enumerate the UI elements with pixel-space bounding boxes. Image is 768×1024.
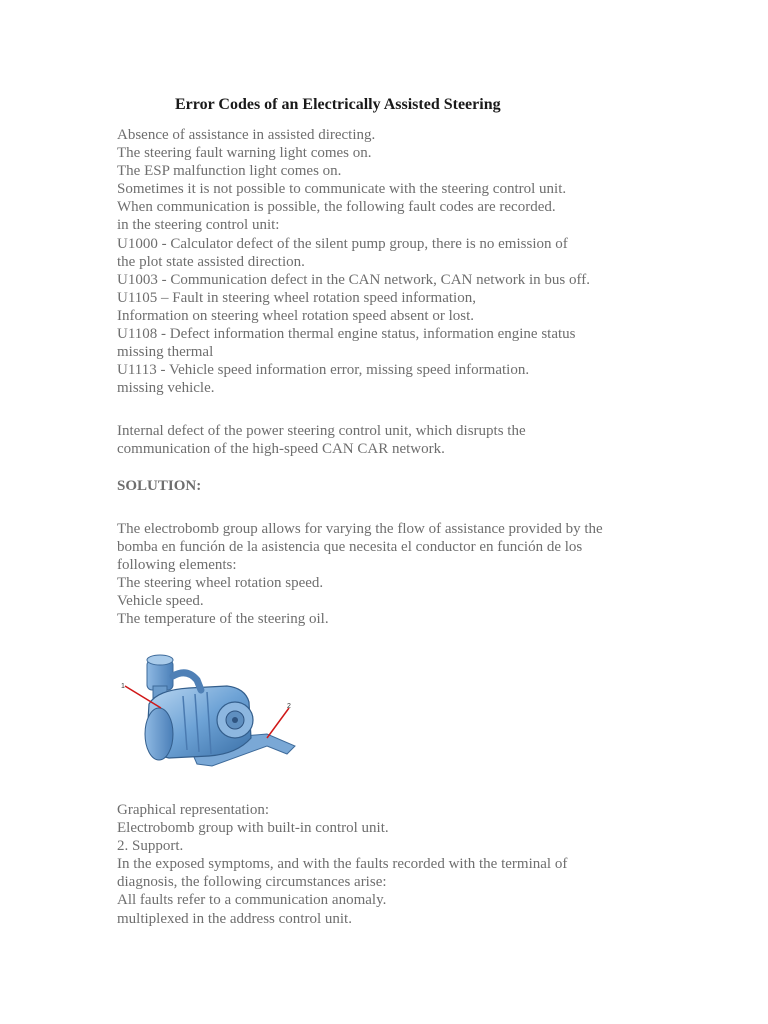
text-line: Sometimes it is not possible to communicate with the steering control unit. bbox=[117, 181, 567, 198]
text-line: The temperature of the steering oil. bbox=[117, 611, 329, 628]
text-line: The electrobomb group allows for varying the flow of assistance provided by the bbox=[117, 521, 603, 537]
electropump-illustration bbox=[117, 646, 297, 782]
text-line: The steering fault warning light comes on. bbox=[117, 145, 372, 162]
text-line: In the exposed symptoms, and with the faults recorded with the terminal of bbox=[117, 856, 568, 873]
solution-paragraph bbox=[117, 520, 677, 629]
text-line: Information on steering wheel rotation speed absent or lost. bbox=[117, 307, 474, 324]
solution-heading: SOLUTION: bbox=[117, 478, 202, 494]
text-line: The steering wheel rotation speed. bbox=[117, 575, 324, 592]
page-title: Error Codes of an Electrically Assisted Steering bbox=[175, 96, 501, 113]
callout-2-label: 2 bbox=[287, 703, 291, 710]
text-line: in the steering control unit: bbox=[117, 217, 280, 234]
text-line: Graphical representation: bbox=[117, 802, 270, 818]
text-line: multiplexed in the address control unit. bbox=[117, 910, 352, 927]
callout-1-label: 1 bbox=[121, 683, 125, 690]
electropump-figure bbox=[117, 646, 297, 782]
text-line: the plot state assisted direction. bbox=[117, 253, 305, 270]
text-line: missing thermal bbox=[117, 344, 214, 361]
conclusion-paragraph bbox=[117, 801, 677, 928]
text-line: U1003 - Communication defect in the CAN network, CAN network in bus off. bbox=[117, 271, 590, 288]
text-line: All faults refer to a communication anomaly. bbox=[117, 892, 387, 909]
text-line: Electrobomb group with built-in control unit. bbox=[117, 820, 389, 837]
text-line: 2. Support. bbox=[117, 838, 184, 855]
text-line: Absence of assistance in assisted directing. bbox=[117, 127, 376, 143]
text-line: diagnosis, the following circumstances arise: bbox=[117, 874, 387, 891]
text-line: When communication is possible, the following fault codes are recorded. bbox=[117, 199, 556, 216]
text-line: Vehicle speed. bbox=[117, 593, 204, 610]
text-line: The ESP malfunction light comes on. bbox=[117, 163, 342, 180]
text-line: U1105 – Fault in steering wheel rotation speed information, bbox=[117, 289, 476, 306]
text-line: U1108 - Defect information thermal engine status, information engine status bbox=[117, 326, 576, 343]
text-line: U1000 - Calculator defect of the silent pump group, there is no emission of bbox=[117, 235, 568, 252]
symptoms-paragraph bbox=[117, 126, 677, 397]
internal-defect-paragraph bbox=[117, 422, 677, 458]
text-line: communication of the high-speed CAN CAR network. bbox=[117, 441, 445, 458]
text-line: following elements: bbox=[117, 557, 237, 574]
text-line: Internal defect of the power steering control unit, which disrupts the bbox=[117, 423, 526, 439]
text-line: bomba en función de la asistencia que necesita el conductor en función de los bbox=[117, 539, 583, 556]
text-line: missing vehicle. bbox=[117, 380, 215, 397]
text-line: U1113 - Vehicle speed information error, missing speed information. bbox=[117, 362, 530, 379]
